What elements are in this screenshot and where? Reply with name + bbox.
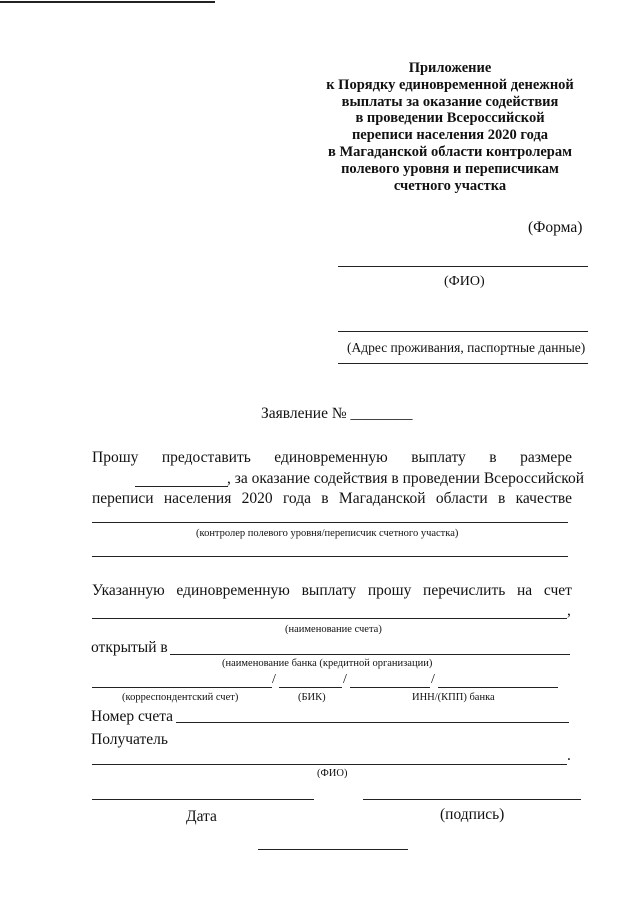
word: предоставить [161,449,251,466]
fio-blank-line[interactable] [338,266,588,267]
word: прошу [367,582,412,599]
separator: / [272,672,276,687]
header-line: в проведении Всероссийской [355,110,545,127]
bank-caption: (наименование банка (кредитной организации) [222,658,433,669]
appendix-header [300,60,600,194]
fio-caption: (ФИО) [444,274,485,289]
word: в [321,490,329,507]
separator: / [343,672,347,687]
header-line: полевого уровня и переписчикам [341,160,559,177]
opened-in-label: открытый в [91,639,168,656]
corr-account-blank-line[interactable] [92,687,272,688]
separator: / [431,672,435,687]
word: в [489,449,497,466]
para1-line2-text: , за оказание содействия в проведении Всероссийской [227,470,585,487]
amount-blank-line[interactable] [135,486,228,487]
inn-part2-blank-line[interactable] [438,687,558,688]
bik-caption: (БИК) [298,692,326,703]
word: размере [520,449,572,466]
account-number-blank-line[interactable] [176,722,569,723]
recipient-blank-line[interactable] [92,764,567,765]
inn-caption: ИНН/(КПП) банка [412,692,495,703]
word: единовременную [176,582,290,599]
word: качестве [515,490,572,507]
account-name-blank-line[interactable] [92,618,567,619]
word: выплату [301,582,357,599]
header-line: счетного участка [393,177,507,194]
word: выплату [411,449,466,466]
period: . [567,747,571,764]
word: населения [163,490,232,507]
application-title [261,405,413,423]
role-blank-line-2[interactable] [92,556,568,557]
header-line: переписи населения 2020 года [351,127,549,144]
account-number-label: Номер счета [91,708,174,725]
address-caption: (Адрес проживания, паспортные данные) [347,340,586,355]
top-border-line [0,1,215,3]
inn-part1-blank-line[interactable] [350,687,430,688]
word: единовременную [274,449,388,466]
recipient-caption: (ФИО) [317,768,348,779]
word: Прошу [92,449,139,466]
word: Указанную [92,582,165,599]
para1-line1 [92,449,572,467]
word: на [517,582,533,599]
address-blank-line-2[interactable] [338,363,588,364]
word: переписи [92,490,154,507]
corr-account-caption: (корреспондентский счет) [122,692,239,703]
word: 2020 [241,490,273,507]
role-blank-line[interactable] [92,522,568,523]
recipient-label: Получатель [91,731,168,748]
signature-blank-line[interactable] [363,799,581,800]
word: перечислить [423,582,506,599]
word: Магаданской [338,490,426,507]
role-caption: (контролер полевого уровня/переписчик счетного участка) [196,528,459,539]
date-blank-line[interactable] [92,799,314,800]
para1-line3 [92,490,572,508]
para2-line1 [92,582,572,600]
header-line: выплаты за оказание содействия [341,93,559,110]
header-line: Приложение [408,60,492,76]
word: года [282,490,311,507]
comma: , [567,602,571,619]
address-blank-line[interactable] [338,331,588,332]
word: в [497,490,506,507]
title-number-blank[interactable]: ________ [350,405,413,422]
header-line: в Магаданской области контролерам [327,143,572,160]
date-label: Дата [186,808,217,825]
word: области [435,490,488,507]
bottom-blank-line[interactable] [258,849,408,850]
header-line: к Порядку единовременной денежной [326,76,574,93]
word: счет [543,582,572,599]
signature-label: (подпись) [440,806,505,823]
account-name-caption: (наименование счета) [285,624,382,635]
form-label: (Форма) [528,219,583,236]
bank-blank-line[interactable] [170,654,570,655]
bik-blank-line[interactable] [279,687,342,688]
title-text: Заявление № [261,405,347,422]
